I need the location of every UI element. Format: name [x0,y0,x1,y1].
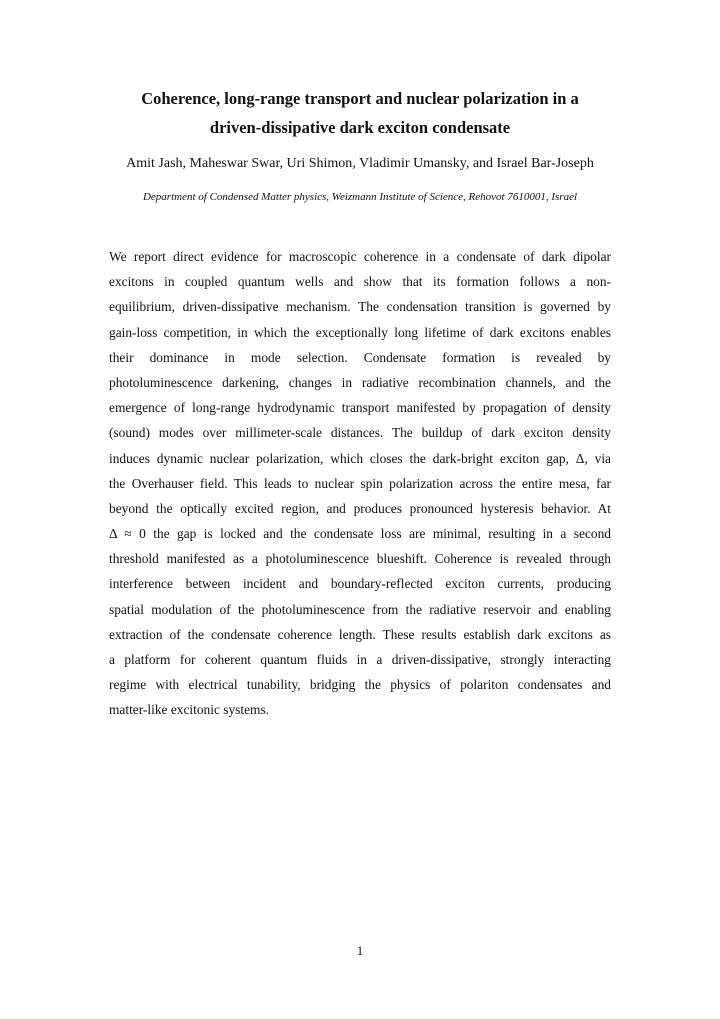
abstract-line: equilibrium, driven-dissipative mechanism. The condensation transition is governed by [109,299,611,315]
abstract-line: emergence of long-range hydrodynamic transport manifested by propagation of density [109,400,611,416]
abstract-line: Δ ≈ 0 the gap is locked and the condensate loss are minimal, resulting in a second [109,526,611,542]
abstract-line: threshold manifested as a photoluminescence blueshift. Coherence is revealed through [109,551,611,567]
abstract-line: their dominance in mode selection. Condensate formation is revealed by [109,349,611,365]
abstract-line: photoluminescence darkening, changes in radiative recombination channels, and the [109,374,611,390]
abstract-line: (sound) modes over millimeter-scale distances. The buildup of dark exciton density [109,425,611,441]
page-number: 1 [356,943,364,958]
abstract-line: matter-like excitonic systems. [109,702,270,718]
abstract [109,244,611,723]
abstract-line: induces dynamic nuclear polarization, which closes the dark-bright exciton gap, Δ, via [109,450,611,466]
title-line-2: driven-dissipative dark exciton condensate [209,118,511,137]
paper-title [100,84,620,142]
abstract-line: beyond the optically excited region, and produces pronounced hysteresis behavior. At [109,500,611,516]
abstract-line: We report direct evidence for macroscopic coherence in a condensate of dark dipolar [109,249,611,264]
abstract-line: a platform for coherent quantum fluids in a driven-dissipative, strongly interacting [109,652,611,667]
affiliation: Department of Condensed Matter physics, Weizmann Institute of Science, Rehovot 7610001, Israel [142,191,578,203]
title-line-1: Coherence, long-range transport and nuclear polarization in a [141,89,579,108]
author-list: Amit Jash, Maheswar Swar, Uri Shimon, Vladimir Umansky, and Israel Bar-Joseph [126,156,594,171]
abstract-line: regime with electrical tunability, bridging the physics of polariton condensates and [109,677,611,693]
abstract-line: gain-loss competition, in which the exceptionally long lifetime of dark excitons enables [109,324,611,340]
abstract-line: extraction of the condensate coherence length. These results establish dark excitons as [109,626,611,642]
abstract-line: the Overhauser field. This leads to nuclear spin polarization across the entire mesa, far [109,475,611,491]
abstract-line: excitons in coupled quantum wells and show that its formation follows a non- [109,274,611,290]
abstract-line: interference between incident and boundary-reflected exciton currents, producing [109,576,611,592]
abstract-line: spatial modulation of the photoluminescence from the radiative reservoir and enabling [109,601,611,617]
